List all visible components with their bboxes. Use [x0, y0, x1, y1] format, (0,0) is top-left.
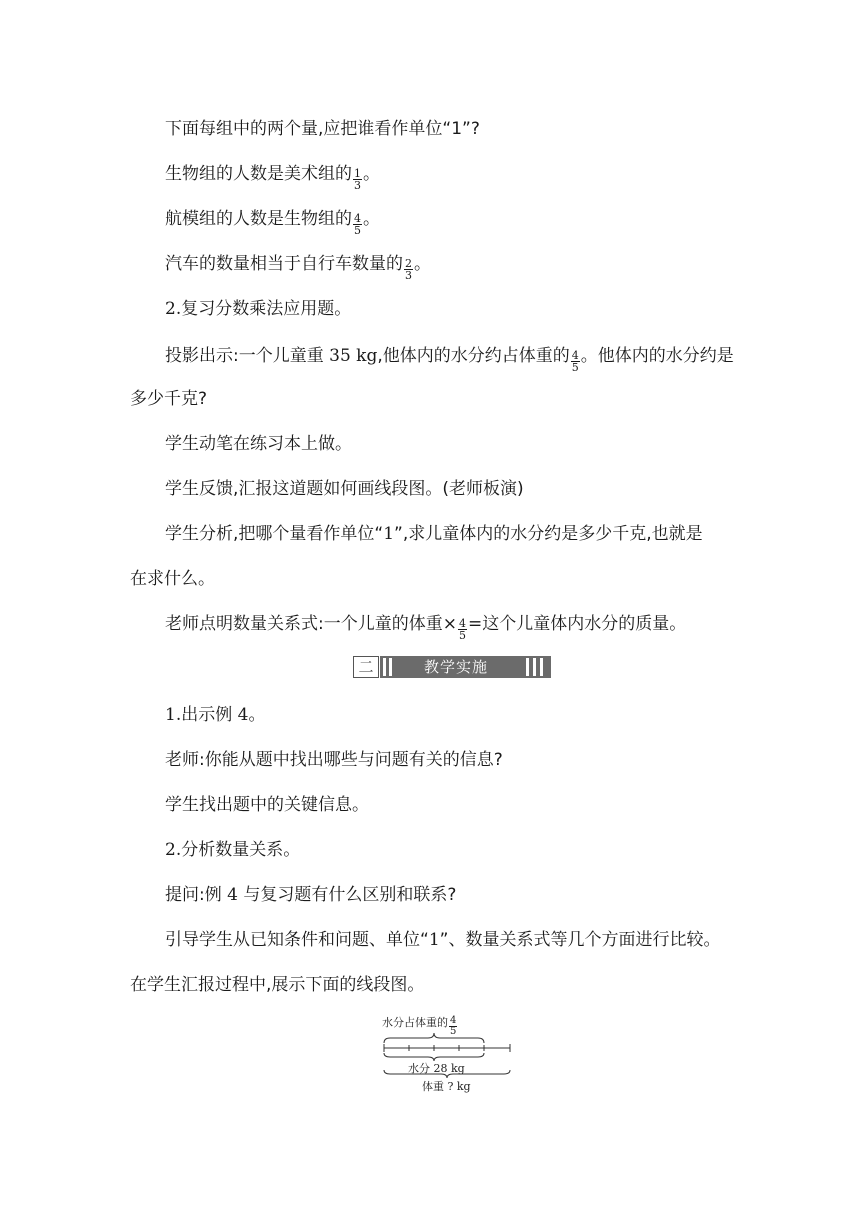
section-banner — [353, 656, 551, 678]
section-number: 二 — [353, 656, 379, 678]
paragraph-guide: 引导学生从已知条件和问题、单位“1”、数量关系式等几个方面进行比较。 — [165, 930, 721, 950]
paragraph-relation: 老师点明数量关系式:一个儿童的体重× $\frac{4}{5}$ =这个儿童体内水分的质量。 — [165, 614, 687, 642]
paragraph-practice: 学生动笔在练习本上做。 — [165, 434, 352, 454]
paragraph-projection: 投影出示:一个儿童重 35 kg,他体内的水分约占体重的 $\frac{4}{5}$ 。他体内的水分约是 — [165, 346, 734, 374]
paragraph-analysis: 学生分析,把哪个量看作单位“1”,求儿童体内的水分约是多少千克,也就是 — [165, 524, 703, 544]
text: 汽车的数量相当于自行车数量的 — [165, 254, 403, 274]
fraction: $\frac{4}{5}$ — [354, 212, 361, 237]
text: 航模组的人数是生物组的 — [165, 209, 352, 229]
section-title: 教学实施 — [424, 658, 489, 676]
paragraph-review: 2.复习分数乘法应用题。 — [165, 299, 352, 319]
paragraph-guide-cont: 在学生汇报过程中,展示下面的线段图。 — [130, 975, 425, 995]
paragraph-feedback: 学生反馈,汇报这道题如何画线段图。(老师板演) — [165, 479, 524, 499]
fraction: $\frac{4}{5}$ — [571, 349, 579, 374]
paragraph-model: 航模组的人数是生物组的 $\frac{4}{5}$ 。 — [165, 209, 380, 237]
text: 生物组的人数是美术组的 — [165, 164, 352, 184]
line-segment-diagram — [378, 1010, 518, 1094]
list-number: 2. — [165, 299, 182, 319]
diagram-mid-label: 水分 28 kg — [408, 1062, 465, 1075]
fraction: $\frac{4}{5}$ — [458, 617, 466, 642]
paragraph-car: 汽车的数量相当于自行车数量的 $\frac{2}{3}$ 。 — [165, 254, 431, 282]
diagram-bottom-label: 体重 ? kg — [422, 1080, 471, 1093]
diagram-top-label: 水分占体重的 $\frac{4}{5}$ — [382, 1015, 457, 1037]
section-bar — [380, 656, 551, 678]
paragraph-analyze: 2.分析数量关系。 — [165, 840, 301, 860]
fraction: $\frac{1}{3}$ — [354, 167, 361, 192]
paragraph-question: 下面每组中的两个量,应把谁看作单位“1”? — [165, 119, 480, 139]
paragraph-key-info: 学生找出题中的关键信息。 — [165, 795, 369, 815]
paragraph-ask: 提问:例 4 与复习题有什么区别和联系? — [165, 885, 457, 905]
fraction: $\frac{2}{3}$ — [405, 257, 412, 282]
paragraph-biology: 生物组的人数是美术组的 $\frac{1}{3}$ 。 — [165, 164, 380, 192]
paragraph-example: 1.出示例 4。 — [165, 705, 266, 725]
paragraph-projection-cont: 多少千克? — [130, 389, 208, 409]
paragraph-teacher: 老师:你能从题中找出哪些与问题有关的信息? — [165, 750, 503, 770]
paragraph-analysis-cont: 在求什么。 — [130, 569, 215, 589]
